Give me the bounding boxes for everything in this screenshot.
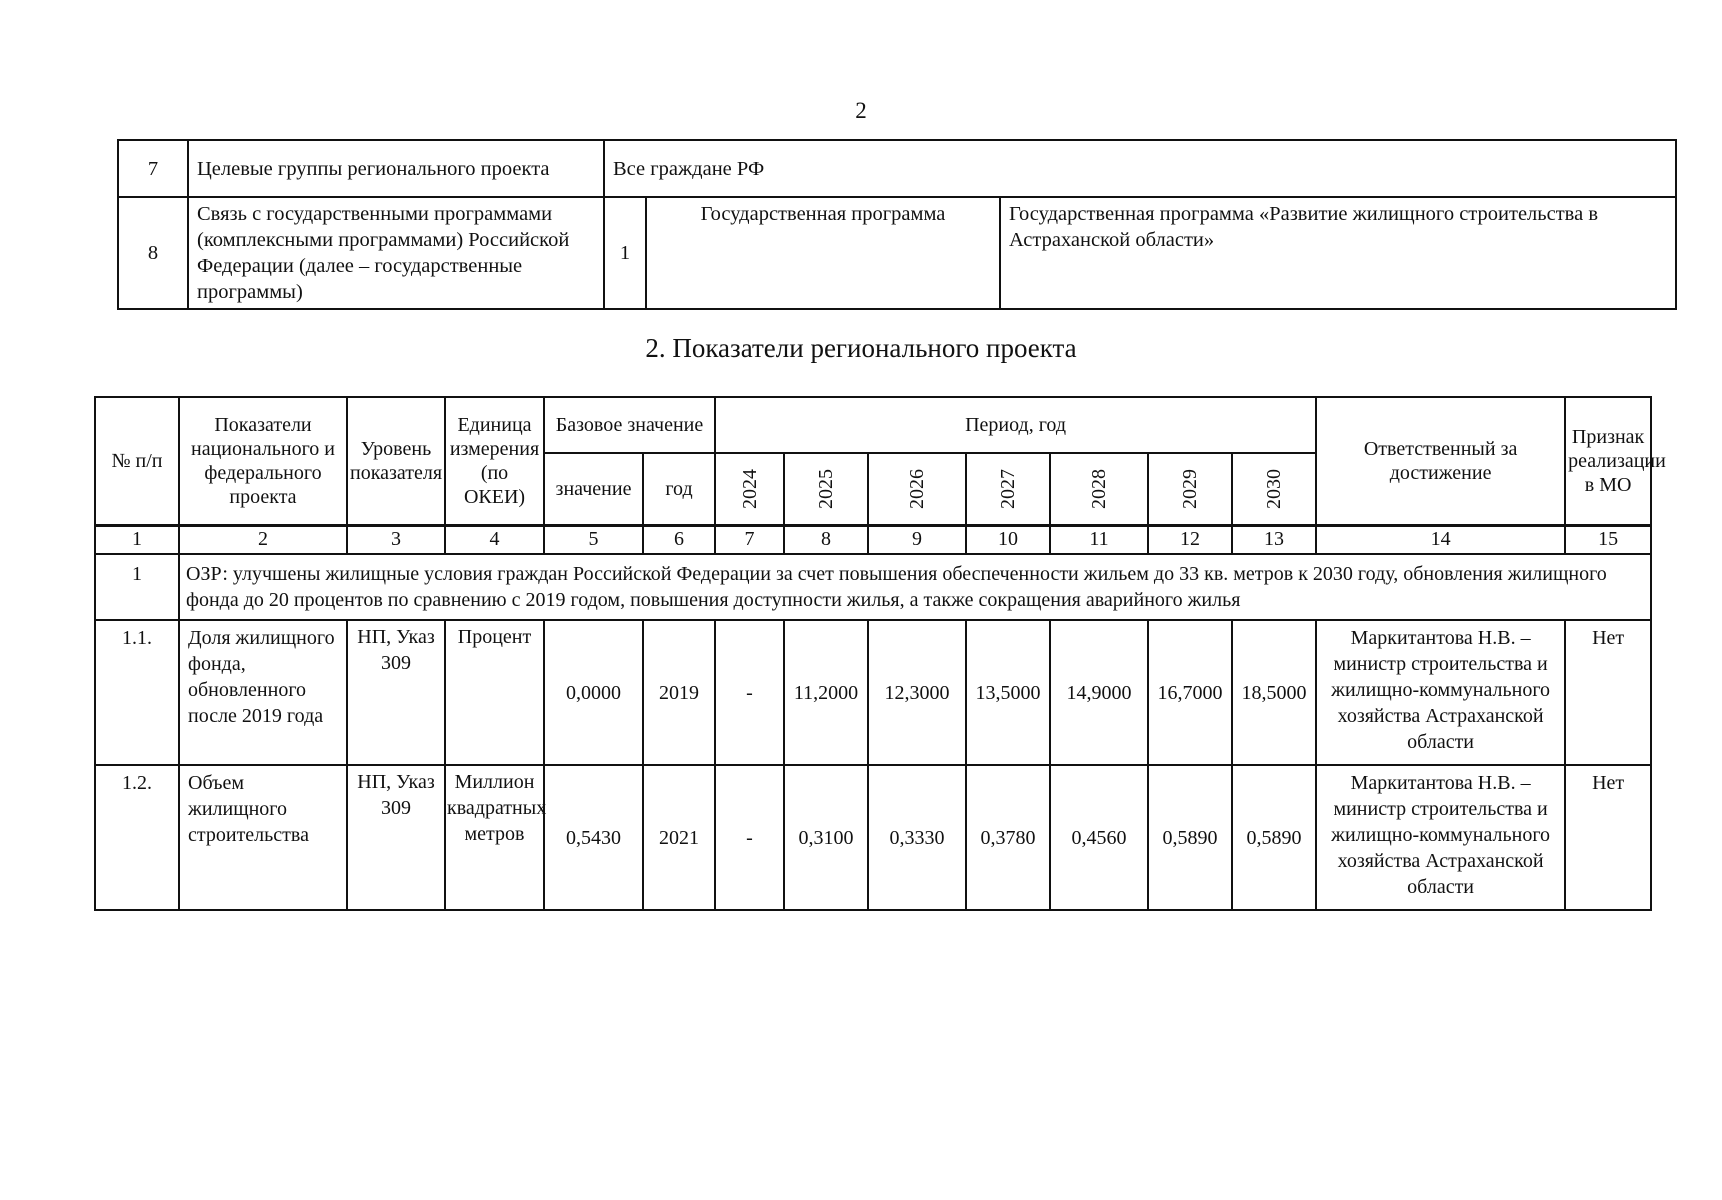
passport-table (117, 139, 1677, 310)
indicator-level: НП, Указ 309 (347, 620, 445, 765)
year-value: 11,2000 (784, 620, 868, 765)
implementation-sign: Нет (1565, 620, 1651, 765)
header-num: № п/п (95, 397, 179, 526)
header-responsible: Ответственный за достижение (1316, 397, 1565, 526)
row-number: 1.1. (95, 620, 179, 765)
column-number: 7 (715, 526, 784, 555)
year-value: 0,3780 (966, 765, 1050, 910)
responsible-person: Маркитантова Н.В. – министр строительства и жилищно-коммунального хозяйства Астраханской области (1316, 765, 1565, 910)
column-number: 15 (1565, 526, 1651, 555)
year-value: 14,9000 (1050, 620, 1148, 765)
header-name: Показатели национального и федерального проекта (179, 397, 347, 526)
indicator-name: Объем жилищного строительства (179, 765, 347, 910)
header-base: Базовое значение (544, 397, 715, 453)
sub-row-number: 1 (604, 197, 646, 309)
year-value: 0,5890 (1232, 765, 1316, 910)
header-year: 2026 (868, 453, 966, 526)
base-year: 2021 (643, 765, 715, 910)
indicator-unit: Миллион квадратных метров (445, 765, 544, 910)
row-number: 8 (118, 197, 188, 309)
program-type: Государственная программа (646, 197, 1000, 309)
header-base-year: год (643, 453, 715, 526)
header-level: Уровень показателя (347, 397, 445, 526)
year-value: 0,4560 (1050, 765, 1148, 910)
base-year: 2019 (643, 620, 715, 765)
column-numbers-row (95, 526, 1651, 555)
column-number: 8 (784, 526, 868, 555)
year-value: - (715, 765, 784, 910)
column-number: 4 (445, 526, 544, 555)
goal-text: ОЗР: улучшены жилищные условия граждан Российской Федерации за счет повышения обеспеченности жильем до 33 кв. метров к 2030 году, обновления жилищного фонда до 20 процентов по сравнению с 2019 годом, повышения доступности жилья, а также сокращения аварийного жилья (179, 554, 1651, 620)
indicator-level: НП, Указ 309 (347, 765, 445, 910)
header-year: 2025 (784, 453, 868, 526)
header-unit: Единица измерения (по ОКЕИ) (445, 397, 544, 526)
row-label: Связь с государственными программами (комплексными программами) Российской Федерации (далее – государственные программы) (188, 197, 604, 309)
responsible-person: Маркитантова Н.В. – министр строительства и жилищно-коммунального хозяйства Астраханской области (1316, 620, 1565, 765)
goal-row (95, 554, 1651, 620)
year-value: 0,3330 (868, 765, 966, 910)
base-value: 0,0000 (544, 620, 643, 765)
column-number: 5 (544, 526, 643, 555)
year-value: 16,7000 (1148, 620, 1232, 765)
header-sign: Признак реализации в МО (1565, 397, 1651, 526)
year-value: 12,3000 (868, 620, 966, 765)
row-number: 1.2. (95, 765, 179, 910)
table-row (118, 140, 1676, 197)
header-year: 2029 (1148, 453, 1232, 526)
page-number: 2 (855, 98, 867, 123)
year-value: 18,5000 (1232, 620, 1316, 765)
column-number: 6 (643, 526, 715, 555)
row-number: 7 (118, 140, 188, 197)
table-row (95, 765, 1651, 910)
column-number: 1 (95, 526, 179, 555)
indicator-name: Доля жилищного фонда, обновленного после 2019 года (179, 620, 347, 765)
goal-number: 1 (95, 554, 179, 620)
year-value: 13,5000 (966, 620, 1050, 765)
indicators-table (94, 396, 1666, 911)
table-row (95, 620, 1651, 765)
indicator-unit: Процент (445, 620, 544, 765)
section-title: 2. Показатели регионального проекта (645, 333, 1077, 363)
header-row (95, 397, 1651, 453)
header-year: 2028 (1050, 453, 1148, 526)
year-value: - (715, 620, 784, 765)
base-value: 0,5430 (544, 765, 643, 910)
program-name: Государственная программа «Развитие жилищного строительства в Астраханской области» (1000, 197, 1676, 309)
column-number: 2 (179, 526, 347, 555)
year-value: 0,5890 (1148, 765, 1232, 910)
column-number: 11 (1050, 526, 1148, 555)
column-number: 12 (1148, 526, 1232, 555)
header-year: 2030 (1232, 453, 1316, 526)
row-label: Целевые группы регионального проекта (188, 140, 604, 197)
table-row (118, 197, 1676, 309)
column-number: 9 (868, 526, 966, 555)
header-base-value: значение (544, 453, 643, 526)
row-value: Все граждане РФ (604, 140, 1676, 197)
column-number: 10 (966, 526, 1050, 555)
implementation-sign: Нет (1565, 765, 1651, 910)
header-period: Период, год (715, 397, 1316, 453)
column-number: 14 (1316, 526, 1565, 555)
header-year: 2024 (715, 453, 784, 526)
header-year: 2027 (966, 453, 1050, 526)
column-number: 3 (347, 526, 445, 555)
column-number: 13 (1232, 526, 1316, 555)
year-value: 0,3100 (784, 765, 868, 910)
